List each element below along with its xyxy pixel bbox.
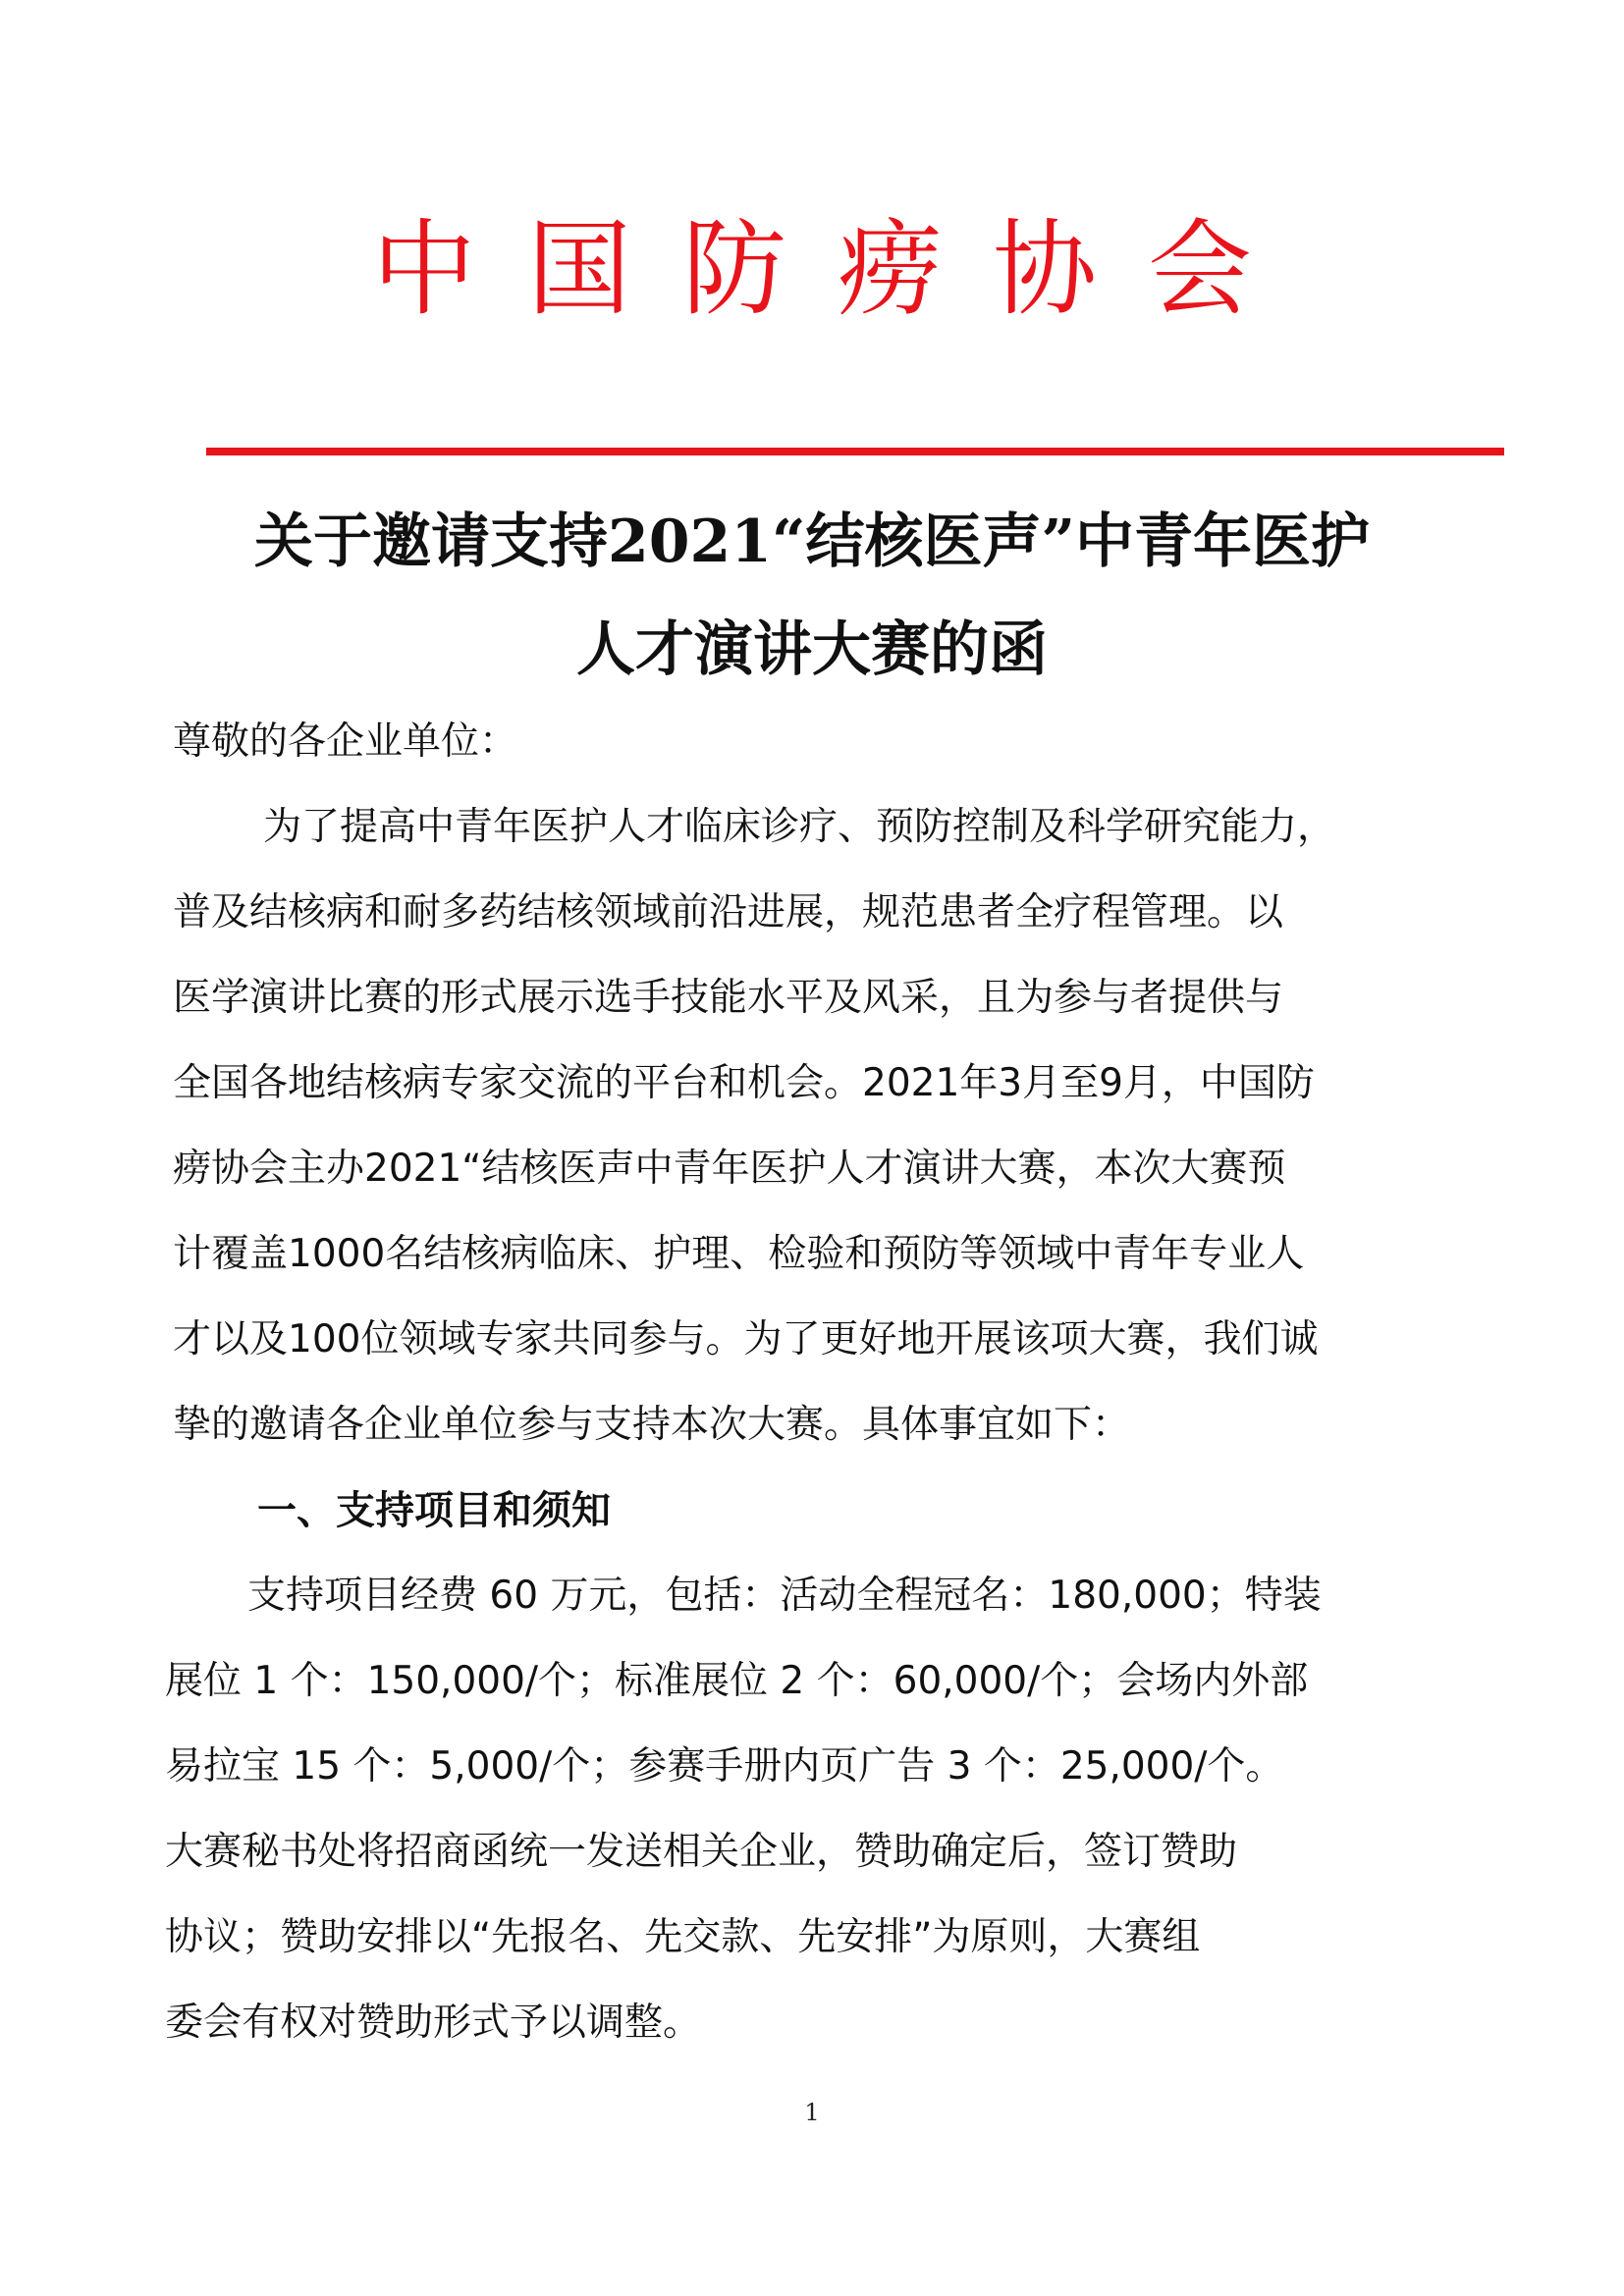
- paragraph-2-line: 易拉宝 15 个：5,000/个；参赛手册内页广告 3 个：25,000/个。: [165, 1744, 1284, 1789]
- page-number: 1: [804, 2099, 820, 2126]
- paragraph-1-line: 为了提高中青年医护人才临床诊疗、预防控制及科学研究能力，: [263, 805, 1336, 849]
- section-heading: 一、支持项目和须知: [257, 1488, 611, 1533]
- paragraph-2-line: 协议；赞助安排以“先报名、先交款、先安排”为原则，大赛组: [165, 1915, 1201, 1959]
- paragraph-1-line: 才以及100位领域专家共同参与。为了更好地开展该项大赛，我们诚: [173, 1317, 1319, 1362]
- document-title-line-1: 关于邀请支持2021“结核医声”中青年医护: [253, 507, 1370, 576]
- paragraph-1-line: 普及结核病和耐多药结核领域前沿进展，规范患者全疗程管理。以: [173, 890, 1284, 934]
- paragraph-2-line: 大赛秘书处将招商函统一发送相关企业，赞助确定后，签订赞助: [165, 1830, 1238, 1874]
- paragraph-1-line: 全国各地结核病专家交流的平台和机会。2021年3月至9月，中国防: [173, 1061, 1315, 1105]
- salutation: 尊敬的各企业单位：: [173, 720, 518, 764]
- paragraph-1-line: 痨协会主办2021“结核医声中青年医护人才演讲大赛，本次大赛预: [173, 1147, 1286, 1191]
- paragraph-1-line: 计覆盖1000名结核病临床、护理、检验和预防等领域中青年专业人: [173, 1232, 1305, 1276]
- paragraph-1-line: 医学演讲比赛的形式展示选手技能水平及风采，且为参与者提供与: [173, 976, 1284, 1020]
- paragraph-1-line: 挚的邀请各企业单位参与支持本次大赛。具体事宜如下：: [173, 1403, 1131, 1447]
- header-divider: [206, 448, 1504, 455]
- paragraph-2-line: 支持项目经费 60 万元，包括：活动全程冠名：180,000；特装: [247, 1574, 1322, 1618]
- paragraph-2-line: 展位 1 个：150,000/个；标准展位 2 个：60,000/个；会场内外部: [165, 1659, 1309, 1703]
- organization-name: 中国防痨协会: [372, 209, 1303, 330]
- paragraph-2-line: 委会有权对赞助形式予以调整。: [165, 2001, 702, 2045]
- document-title-line-2: 人才演讲大赛的函: [576, 615, 1048, 684]
